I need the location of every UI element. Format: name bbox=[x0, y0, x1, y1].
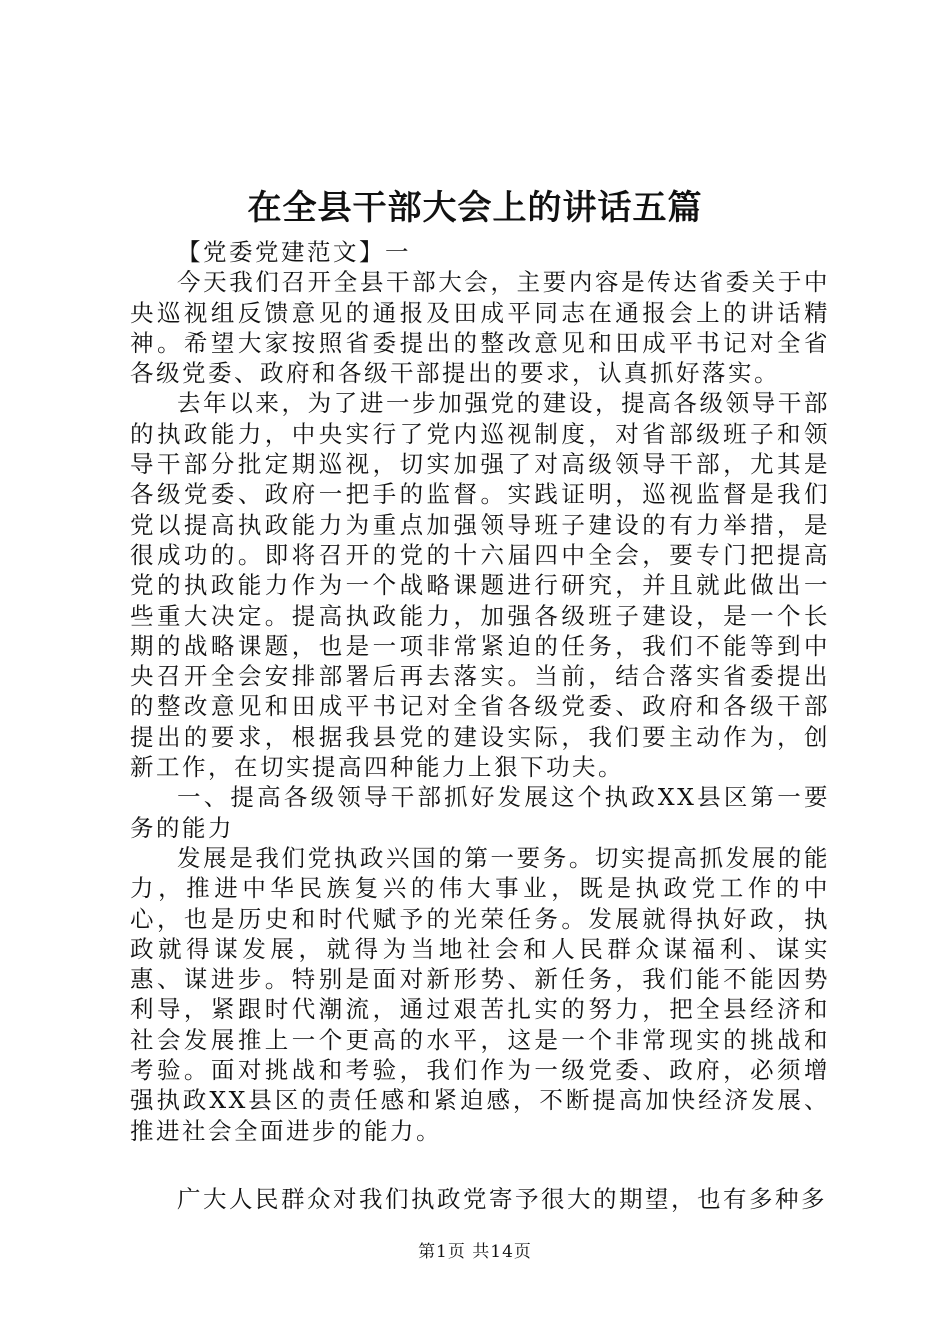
category-tag: 【党委党建范文】一 bbox=[177, 238, 411, 266]
paragraph-gap bbox=[130, 1146, 830, 1184]
section-heading-1: 一、提高各级领导干部抓好发展这个执政XX县区第一要务的能力 bbox=[130, 783, 830, 842]
paragraph-1: 今天我们召开全县干部大会，主要内容是传达省委关于中央巡视组反馈意见的通报及田成平同志在通报会上的讲话精神。希望大家按照省委提出的整改意见和田成平书记对全省各级党委、政府和各级干部提出的要求，认真抓好落实。 bbox=[130, 268, 830, 388]
page-footer: 第1页 共14页 bbox=[418, 1242, 532, 1262]
document-title: 在全县干部大会上的讲话五篇 bbox=[247, 188, 703, 228]
paragraph-2: 去年以来，为了进一步加强党的建设，提高各级领导干部的执政能力，中央实行了党内巡视制度，对省部级班子和领导干部分批定期巡视，切实加强了对高级领导干部，尤其是各级党委、政府一把手的监督。实践证明，巡视监督是我们党以提高执政能力为重点加强领导班子建设的有力举措，是很成功的。即将召开的党的十六届四中全会，要专门把提高党的执政能力作为一个战略课题进行研究，并且就此做出一些重大决定。提高执政能力，加强各级班子建设，是一个长期的战略课题，也是一项非常紧迫的任务，我们不能等到中央召开全会安排部署后再去落实。当前，结合落实省委提出的整改意见和田成平书记对全省各级党委、政府和各级干部提出的要求，根据我县党的建设实际，我们要主动作为，创新工作，在切实提高四种能力上狠下功夫。 bbox=[130, 389, 830, 782]
paragraph-3: 发展是我们党执政兴国的第一要务。切实提高抓发展的能力，推进中华民族复兴的伟大事业，既是执政党工作的中心，也是历史和时代赋予的光荣任务。发展就得执好政，执政就得谋发展，就得为当地社会和人民群众谋福利、谋实惠、谋进步。特别是面对新形势、新任务，我们能不能因势利导，紧跟时代潮流，通过艰苦扎实的努力，把全县经济和社会发展推上一个更高的水平，这是一个非常现实的挑战和考验。面对挑战和考验，我们作为一级党委、政府，必须增强执政XX县区的责任感和紧迫感，不断提高加快经济发展、推进社会全面进步的能力。 bbox=[130, 843, 830, 1145]
paragraph-4: 广大人民群众对我们执政党寄予很大的期望，也有多种多 bbox=[177, 1184, 827, 1213]
document-body bbox=[130, 237, 830, 1214]
